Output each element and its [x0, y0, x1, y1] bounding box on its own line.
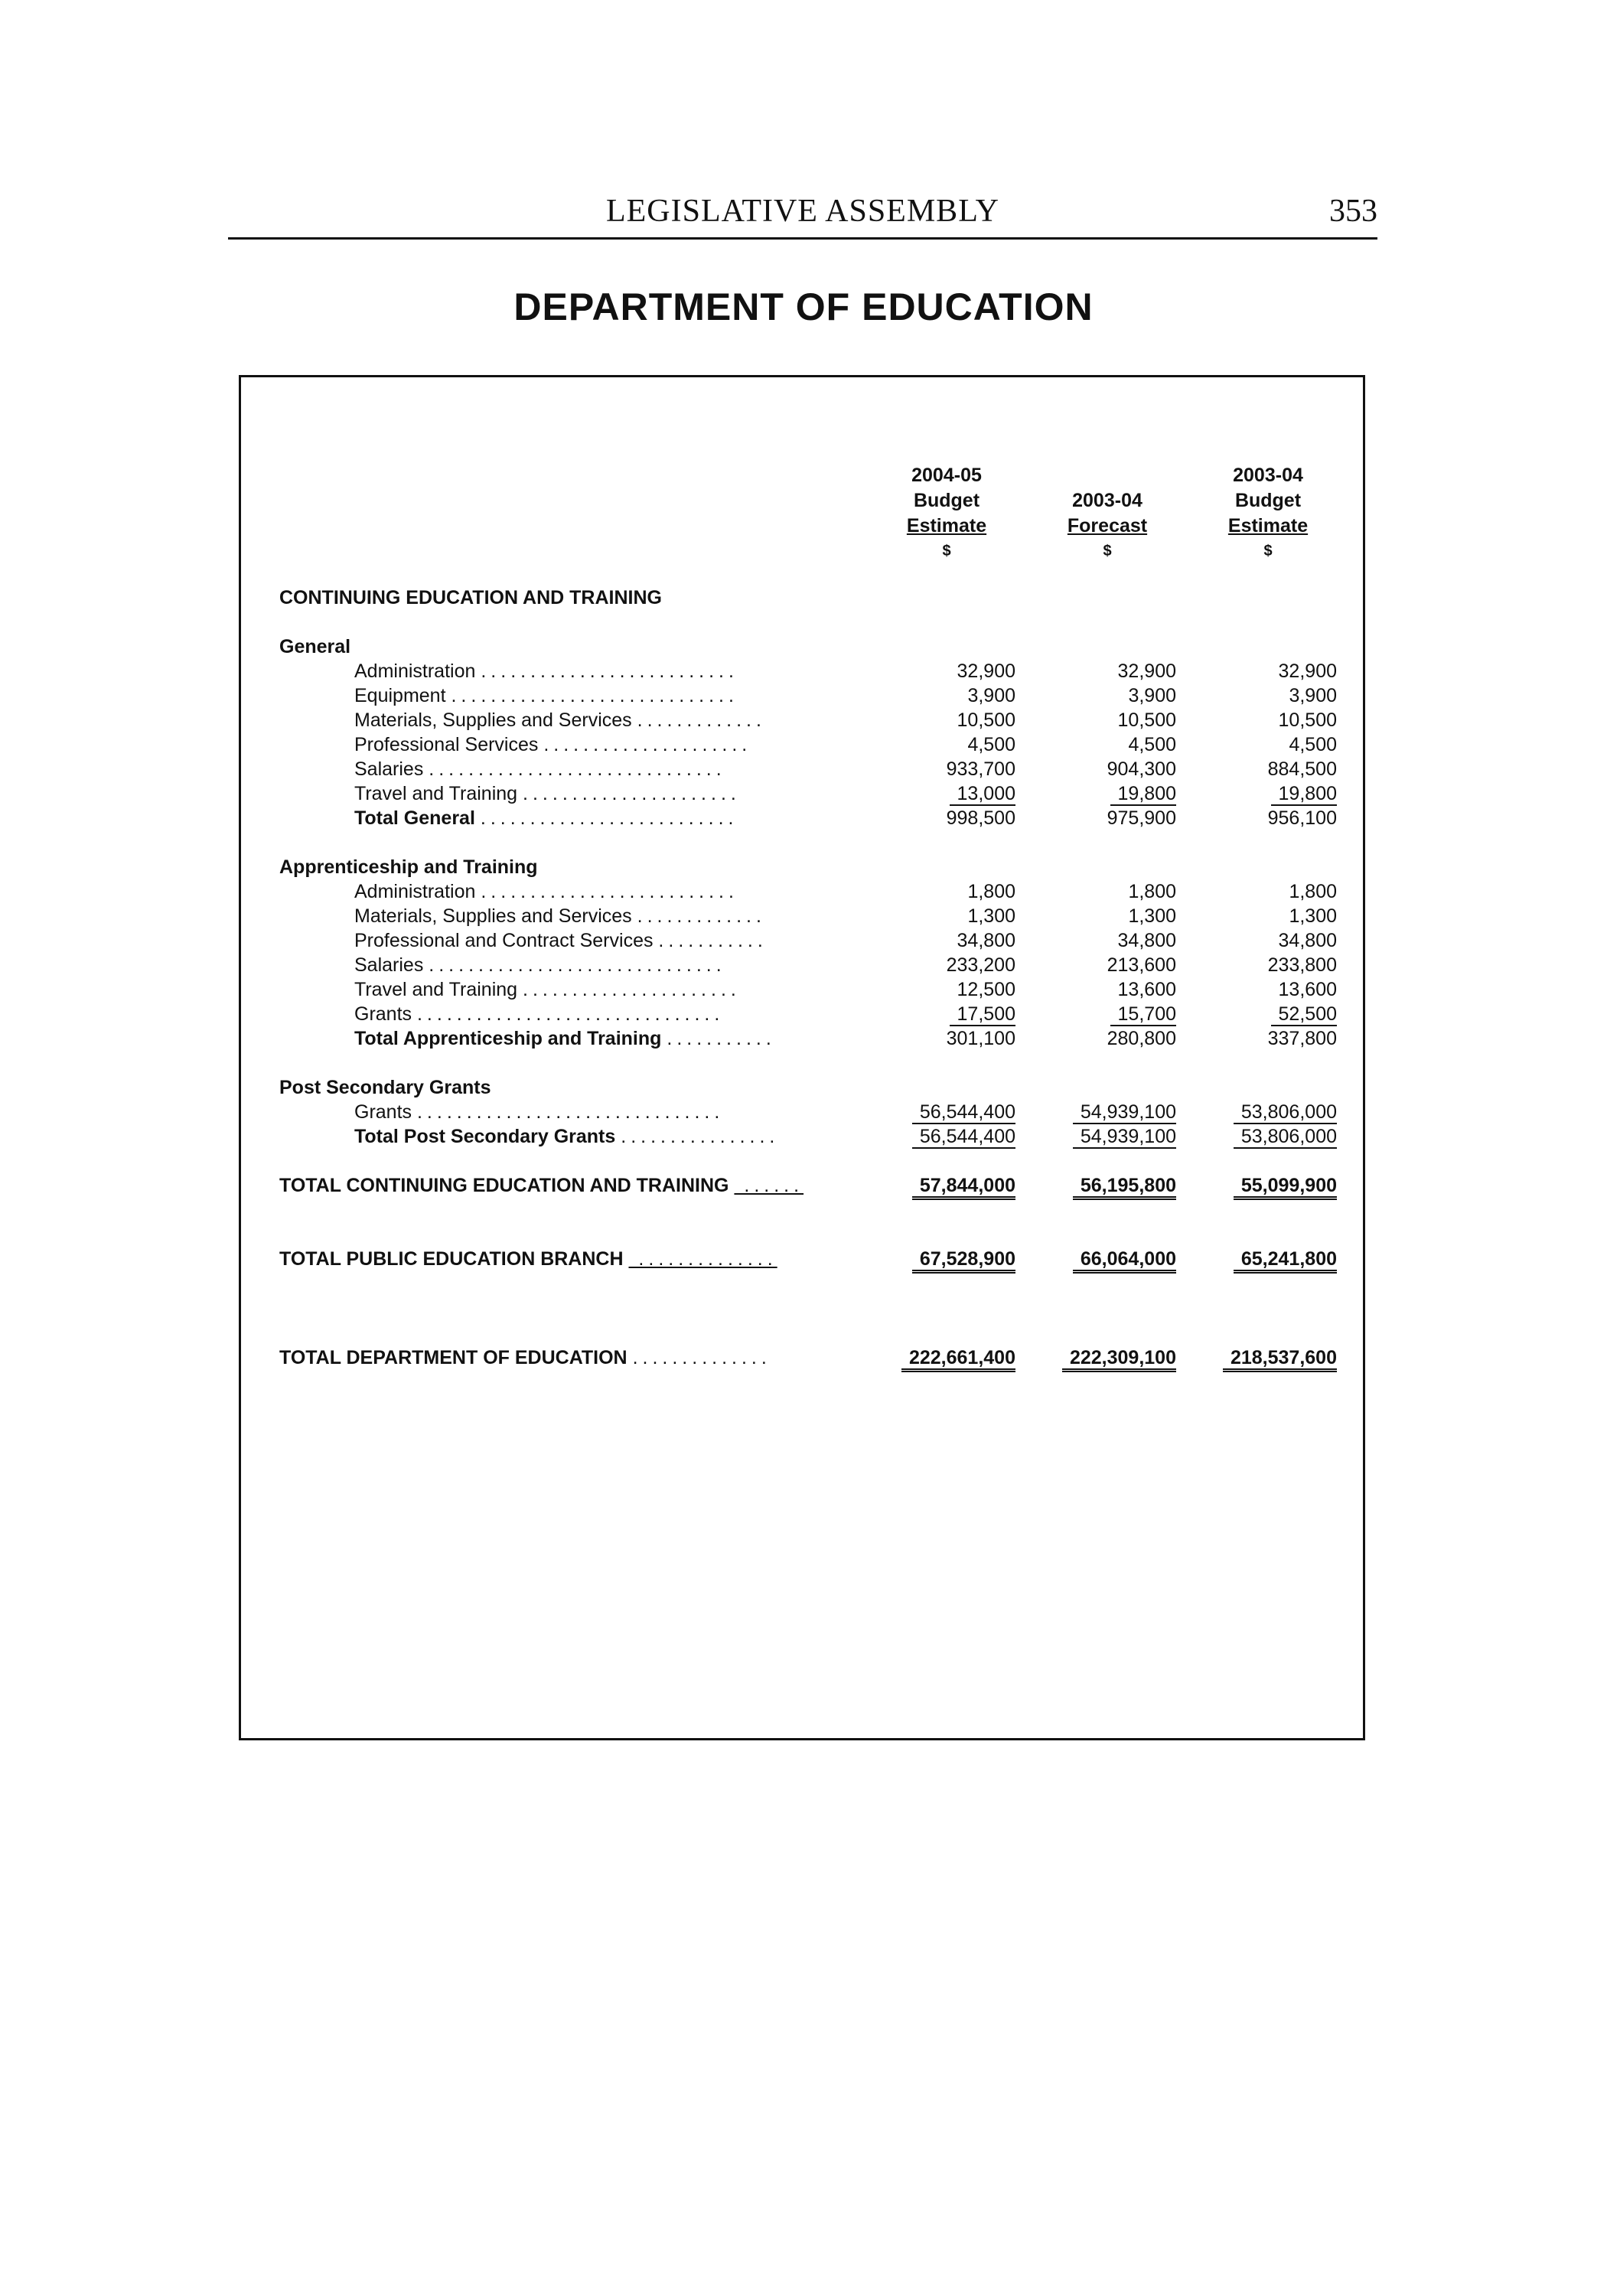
value-2004-05: 17,500: [878, 1002, 1015, 1026]
table-row: [241, 659, 1367, 683]
table-row: [241, 781, 1367, 806]
row-label: Travel and Training ......................: [354, 783, 741, 804]
value-2003-04-forecast: 19,800: [1038, 781, 1176, 806]
value-2003-04-budget: 55,099,900: [1199, 1173, 1337, 1198]
value-2004-05: 3,900: [967, 685, 1015, 706]
value-2003-04-budget: 3,900: [1289, 685, 1337, 706]
value-2003-04-budget: 52,500: [1199, 1002, 1337, 1026]
value-2003-04-budget: 956,100: [1267, 807, 1337, 829]
budget-table-frame: [239, 375, 1365, 1740]
row-label: Administration ..........................: [354, 881, 738, 902]
table-row-total: [241, 806, 1367, 830]
table-row-total: [241, 1124, 1367, 1149]
value-2004-05: 67,528,900: [878, 1247, 1015, 1271]
table-row: [241, 732, 1367, 757]
row-label: Equipment .............................: [354, 685, 738, 706]
table-row: [241, 953, 1367, 977]
value-2004-05: 233,200: [946, 954, 1015, 976]
value-2004-05: 12,500: [957, 979, 1015, 1000]
value-2003-04-forecast: 222,309,100: [1038, 1345, 1176, 1370]
row-label: TOTAL PUBLIC EDUCATION BRANCH ..............: [279, 1248, 777, 1270]
value-2003-04-forecast: 15,700: [1038, 1002, 1176, 1026]
grand-total-row: [241, 1247, 1367, 1271]
value-2004-05: 13,000: [878, 781, 1015, 806]
value-2003-04-budget: 65,241,800: [1199, 1247, 1337, 1271]
grand-total-row: [241, 1173, 1367, 1198]
value-2003-04-forecast: 13,600: [1117, 979, 1176, 1000]
value-2004-05: 34,800: [957, 930, 1015, 951]
value-2003-04-budget: 10,500: [1278, 709, 1337, 731]
value-2003-04-forecast: 66,064,000: [1038, 1247, 1176, 1271]
value-2003-04-budget: 34,800: [1278, 930, 1337, 951]
row-label: TOTAL DEPARTMENT OF EDUCATION ..............: [279, 1347, 771, 1368]
group-heading-post-secondary: Post Secondary Grants: [279, 1077, 491, 1098]
row-label: Total Apprenticeship and Training ...........: [354, 1028, 776, 1049]
group-heading-general: General: [279, 636, 351, 657]
column-header-line3: Forecast: [1067, 515, 1148, 536]
value-2003-04-forecast: 3,900: [1128, 685, 1176, 706]
value-2003-04-forecast: 10,500: [1117, 709, 1176, 731]
value-2003-04-budget: 1,300: [1289, 905, 1337, 927]
department-title: DEPARTMENT OF EDUCATION: [513, 285, 1094, 328]
column-header-2003-04-budget-estimate: [1199, 463, 1337, 564]
value-2004-05: 56,544,400: [878, 1124, 1015, 1149]
row-label: Grants ...............................: [354, 1101, 725, 1123]
value-2003-04-forecast: 56,195,800: [1038, 1173, 1176, 1198]
value-2004-05: 32,900: [957, 660, 1015, 682]
value-2004-05: 222,661,400: [878, 1345, 1015, 1370]
value-2003-04-budget: 53,806,000: [1199, 1100, 1337, 1124]
row-label: Travel and Training ......................: [354, 979, 741, 1000]
column-header-2003-04-forecast: [1038, 463, 1176, 564]
page-number: 353: [1329, 194, 1377, 229]
value-2003-04-budget: 884,500: [1267, 758, 1337, 780]
value-2004-05: 1,800: [967, 881, 1015, 902]
value-2004-05: 301,100: [946, 1028, 1015, 1049]
row-label: Materials, Supplies and Services .............: [354, 905, 766, 927]
row-label: Grants ...............................: [354, 1003, 725, 1025]
column-header-line3: Estimate: [1227, 515, 1309, 536]
value-2004-05: 56,544,400: [878, 1100, 1015, 1124]
value-2003-04-budget: 218,537,600: [1199, 1345, 1337, 1370]
row-label: Salaries ..............................: [354, 758, 726, 780]
value-2003-04-forecast: 1,300: [1128, 905, 1176, 927]
row-label: Professional Services .....................: [354, 734, 752, 755]
value-2003-04-forecast: 54,939,100: [1038, 1124, 1176, 1149]
value-2003-04-budget: 233,800: [1267, 954, 1337, 976]
value-2003-04-forecast: 975,900: [1107, 807, 1176, 829]
group-heading-apprenticeship: Apprenticeship and Training: [279, 856, 538, 878]
value-2003-04-budget: 4,500: [1289, 734, 1337, 755]
value-2003-04-budget: 337,800: [1267, 1028, 1337, 1049]
value-2003-04-forecast: 4,500: [1128, 734, 1176, 755]
value-2003-04-forecast: 32,900: [1117, 660, 1176, 682]
column-header-currency: $: [1103, 543, 1112, 559]
value-2004-05: 4,500: [967, 734, 1015, 755]
value-2004-05: 1,300: [967, 905, 1015, 927]
row-label: Administration ..........................: [354, 660, 738, 682]
value-2003-04-forecast: 213,600: [1107, 954, 1176, 976]
column-header-line2: 2003-04: [1072, 490, 1143, 511]
value-2003-04-forecast: 1,800: [1128, 881, 1176, 902]
value-2003-04-budget: 32,900: [1278, 660, 1337, 682]
value-2004-05: 998,500: [946, 807, 1015, 829]
value-2004-05: 10,500: [957, 709, 1015, 731]
column-header-currency: $: [1263, 543, 1273, 559]
column-header-currency: $: [942, 543, 951, 559]
column-header-line3: Estimate: [906, 515, 987, 536]
value-2003-04-budget: 1,800: [1289, 881, 1337, 902]
column-header-line1: 2003-04: [1233, 465, 1303, 486]
row-label: Total Post Secondary Grants ................: [354, 1126, 780, 1147]
row-label: Total General ..........................: [354, 807, 738, 829]
table-row-total: [241, 1026, 1367, 1051]
row-label: TOTAL CONTINUING EDUCATION AND TRAINING ......: [279, 1175, 804, 1196]
running-head: [228, 191, 1377, 240]
running-head-title: LEGISLATIVE ASSEMBLY: [606, 194, 999, 229]
table-row: [241, 977, 1367, 1002]
value-2003-04-forecast: 904,300: [1107, 758, 1176, 780]
value-2004-05: 933,700: [946, 758, 1015, 780]
row-label: Salaries ..............................: [354, 954, 726, 976]
column-header-line2: Budget: [913, 490, 980, 511]
column-header-line2: Budget: [1234, 490, 1302, 511]
table-row: [241, 708, 1367, 732]
row-label: Materials, Supplies and Services .............: [354, 709, 766, 731]
value-2003-04-budget: 13,600: [1278, 979, 1337, 1000]
value-2003-04-forecast: 34,800: [1117, 930, 1176, 951]
column-header-line1: 2004-05: [911, 465, 982, 486]
column-header-2004-05-budget-estimate: [878, 463, 1015, 564]
table-row: [241, 1100, 1367, 1124]
table-row: [241, 757, 1367, 781]
column-header-line1: [1038, 463, 1176, 488]
value-2003-04-forecast: 54,939,100: [1038, 1100, 1176, 1124]
grand-total-row: [241, 1345, 1367, 1370]
value-2003-04-forecast: 280,800: [1107, 1028, 1176, 1049]
table-row: [241, 1002, 1367, 1026]
section-heading: CONTINUING EDUCATION AND TRAINING: [279, 587, 662, 608]
table-row: [241, 683, 1367, 708]
value-2003-04-budget: 53,806,000: [1199, 1124, 1337, 1149]
value-2004-05: 57,844,000: [878, 1173, 1015, 1198]
value-2003-04-budget: 19,800: [1199, 781, 1337, 806]
table-row: [241, 879, 1367, 904]
table-row: [241, 928, 1367, 953]
row-label: Professional and Contract Services ...........: [354, 930, 768, 951]
table-row: [241, 904, 1367, 928]
